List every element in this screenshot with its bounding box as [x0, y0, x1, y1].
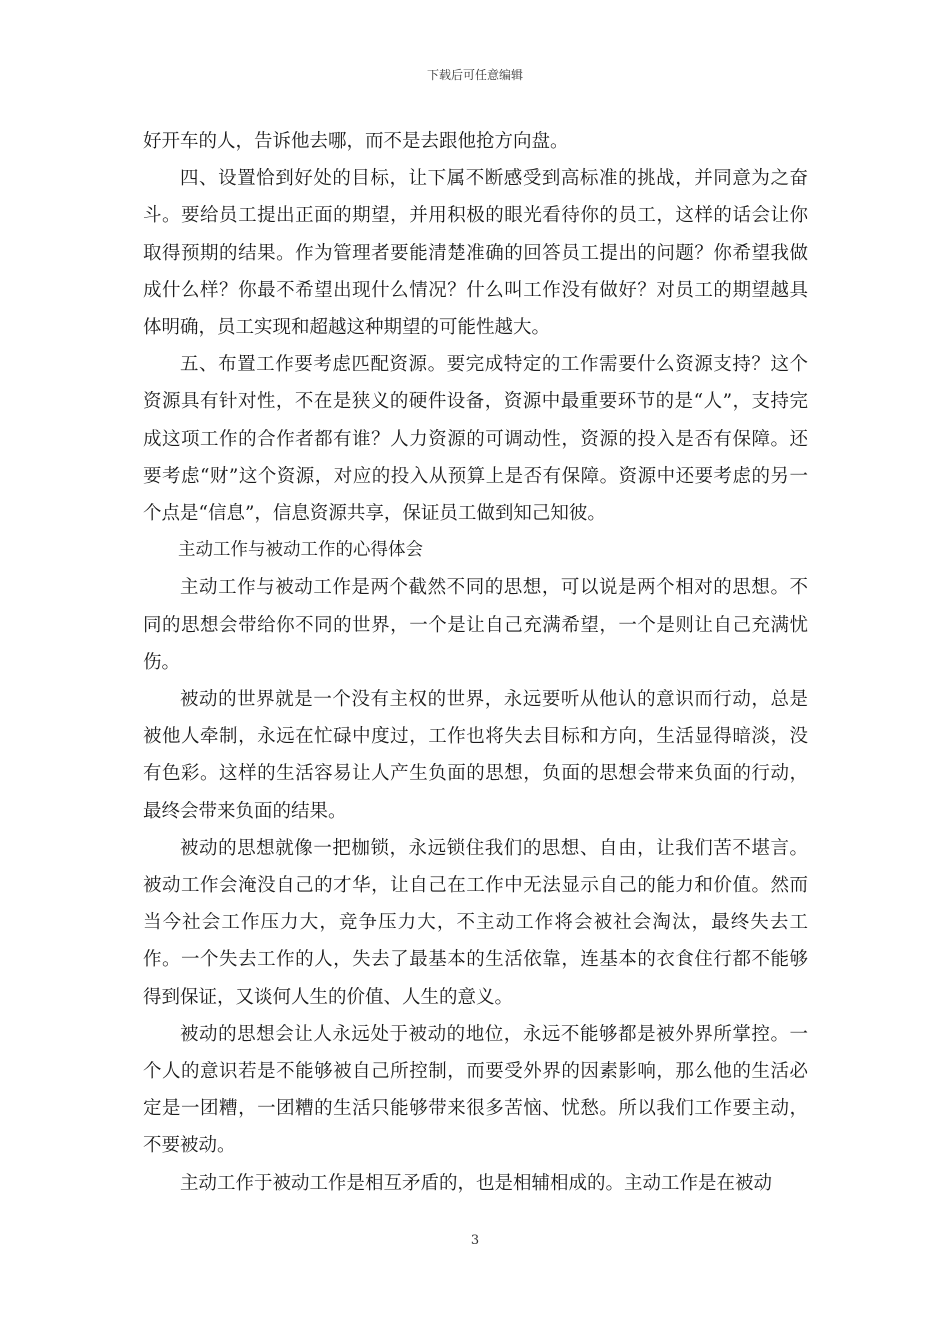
paragraph-item-four: 四、设置恰到好处的目标，让下属不断感受到高标准的挑战，并同意为之奋斗。要给员工提出正面的期望，并用积极的眼光看待你的员工，这样的话会让你取得预期的结果。作为管理者要能清楚准确的回答员工提出的问题？你希望我做成什么样？你最不希望出现什么情况？什么叫工作没有做好？对员工的期望越具体明确，员工实现和超越这种期望的可能性越大。 [143, 168, 808, 339]
paragraph-contradiction: 主动工作于被动工作是相互矛盾的，也是相辅相成的。主动工作是在被动 [180, 1172, 773, 1194]
paragraph-passive-world: 被动的世界就是一个没有主权的世界，永远要听从他认的意识而行动，总是被他人牵制，永远在忙碌中度过，工作也将失去目标和方向，生活显得暗淡，没有色彩。这样的生活容易让人产生负面的思想，负面的思想会带来负面的行动，最终会带来负面的结果。 [143, 689, 808, 822]
section-heading: 主动工作与被动工作的心得体会 [178, 540, 423, 561]
paragraph-passive-shackle: 被动的思想就像一把枷锁，永远锁住我们的思想、自由，让我们苦不堪言。被动工作会淹没自己的才华，让自己在工作中无法显示自己的能力和价值。然而当今社会工作压力大，竞争压力大，不主动工作将会被社会淘汰，最终失去工作。一个失去工作的人，失去了最基本的生活依靠，连基本的衣食住行都不能够得到保证，又谈何人生的价值、人生的意义。 [143, 837, 808, 1008]
page-number: 3 [470, 1233, 480, 1248]
paragraph-item-five: 五、布置工作要考虑匹配资源。要完成特定的工作需要什么资源支持？这个资源具有针对性，不在是狭义的硬件设备，资源中最重要环节的是“人”，支持完成这项工作的合作者都有谁？人力资源的可调动性，资源的投入是否有保障。还要考虑“财”这个资源，对应的投入从预算上是否有保障。资源中还要考虑的另一个点是“信息”，信息资源共享，保证员工做到知己知彼。 [143, 354, 808, 525]
paragraph-intro: 主动工作与被动工作是两个截然不同的思想，可以说是两个相对的思想。不同的思想会带给你不同的世界，一个是让自己充满希望，一个是则让自己充满忧伤。 [143, 577, 808, 673]
document-body [143, 123, 808, 1202]
paragraph-passive-position: 被动的思想会让人永远处于被动的地位，永远不能够都是被外界所掌控。一个人的意识若是不能够被自己所控制，而要受外界的因素影响，那么他的生活必定是一团糟，一团糟的生活只能够带来很多苦恼、忧愁。所以我们工作要主动，不要被动。 [143, 1023, 808, 1157]
page-header: 下载后可任意编辑 [426, 68, 523, 82]
paragraph-continuation: 好开车的人，告诉他去哪，而不是去跟他抢方向盘。 [143, 131, 569, 152]
